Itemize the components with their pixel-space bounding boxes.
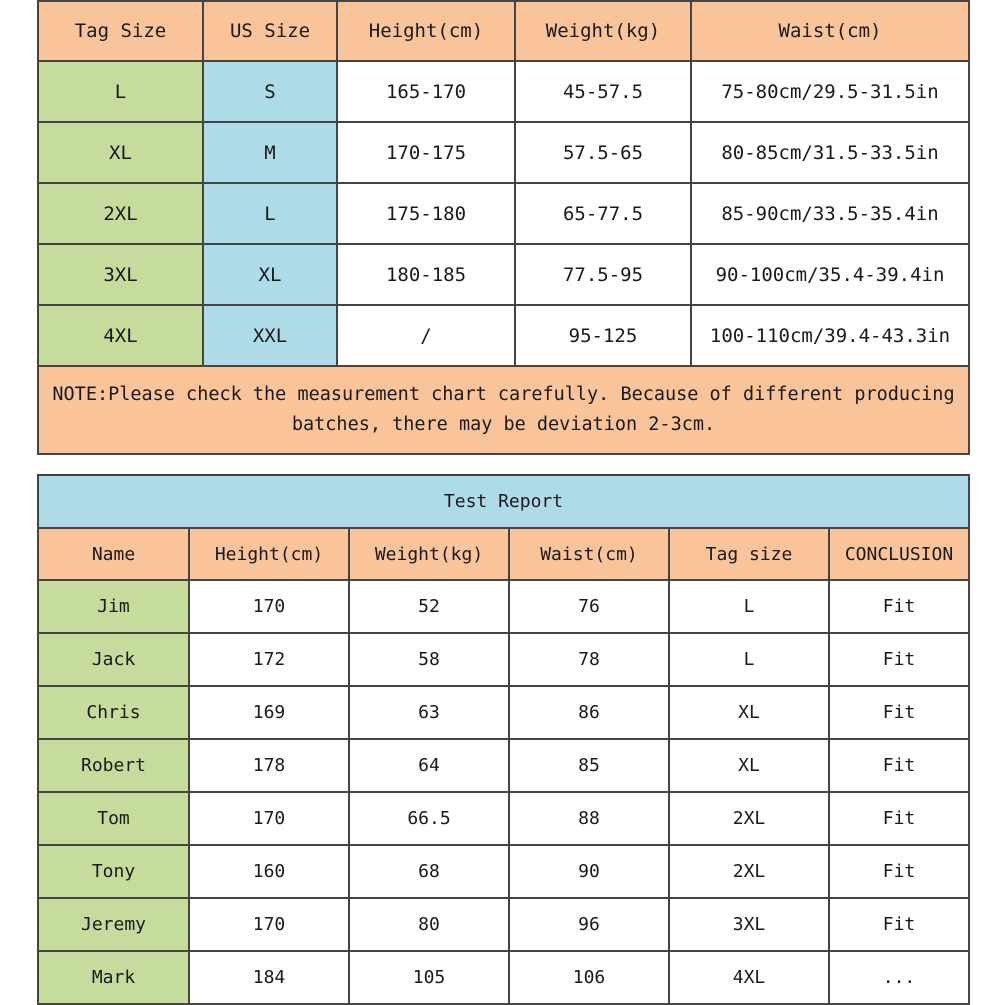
weight-cell: 57.5-65 — [515, 122, 691, 183]
height-cell: 165-170 — [337, 61, 515, 122]
header-height: Height(cm) — [337, 1, 515, 61]
conclusion-cell: Fit — [829, 898, 969, 951]
tag-size-cell: 4XL — [38, 305, 203, 366]
conclusion-cell: Fit — [829, 792, 969, 845]
name-cell: Jack — [38, 633, 189, 686]
waist-cell: 85-90cm/33.5-35.4in — [691, 183, 969, 244]
height-cell: 170 — [189, 792, 349, 845]
waist-cell: 96 — [509, 898, 669, 951]
waist-cell: 88 — [509, 792, 669, 845]
test-report-row — [38, 633, 969, 686]
test-report-title: Test Report — [38, 475, 969, 528]
weight-cell: 66.5 — [349, 792, 509, 845]
tag-size-cell: 2XL — [38, 183, 203, 244]
conclusion-cell: Fit — [829, 845, 969, 898]
conclusion-cell: Fit — [829, 686, 969, 739]
height-cell: 175-180 — [337, 183, 515, 244]
tag-size-cell: 4XL — [669, 951, 829, 1004]
tag-size-cell: L — [38, 61, 203, 122]
size-chart-row — [38, 305, 969, 366]
test-report-row — [38, 792, 969, 845]
test-report-row — [38, 951, 969, 1004]
test-report-row — [38, 898, 969, 951]
weight-cell: 58 — [349, 633, 509, 686]
conclusion-cell: Fit — [829, 633, 969, 686]
size-chart-table — [37, 0, 970, 455]
us-size-cell: XXL — [203, 305, 337, 366]
us-size-cell: M — [203, 122, 337, 183]
conclusion-cell: ... — [829, 951, 969, 1004]
test-report-row — [38, 739, 969, 792]
waist-cell: 75-80cm/29.5-31.5in — [691, 61, 969, 122]
size-chart-row — [38, 183, 969, 244]
tag-size-cell: 2XL — [669, 845, 829, 898]
size-chart-note-row — [38, 366, 969, 454]
height-cell: 180-185 — [337, 244, 515, 305]
tag-size-cell: L — [669, 580, 829, 633]
weight-cell: 95-125 — [515, 305, 691, 366]
height-cell: / — [337, 305, 515, 366]
height-cell: 178 — [189, 739, 349, 792]
us-size-cell: XL — [203, 244, 337, 305]
tag-size-cell: XL — [669, 686, 829, 739]
waist-cell: 86 — [509, 686, 669, 739]
waist-cell: 100-110cm/39.4-43.3in — [691, 305, 969, 366]
name-cell: Jeremy — [38, 898, 189, 951]
weight-cell: 45-57.5 — [515, 61, 691, 122]
size-chart-header-row — [38, 1, 969, 61]
size-chart-row — [38, 61, 969, 122]
weight-cell: 52 — [349, 580, 509, 633]
header-tag-size: Tag size — [669, 528, 829, 580]
us-size-cell: L — [203, 183, 337, 244]
height-cell: 169 — [189, 686, 349, 739]
tag-size-cell: 2XL — [669, 792, 829, 845]
tag-size-cell: L — [669, 633, 829, 686]
header-us-size: US Size — [203, 1, 337, 61]
test-report-row — [38, 845, 969, 898]
header-tag-size: Tag Size — [38, 1, 203, 61]
header-weight: Weight(kg) — [349, 528, 509, 580]
test-report-title-row — [38, 475, 969, 528]
name-cell: Mark — [38, 951, 189, 1004]
weight-cell: 63 — [349, 686, 509, 739]
name-cell: Chris — [38, 686, 189, 739]
height-cell: 170 — [189, 898, 349, 951]
height-cell: 172 — [189, 633, 349, 686]
waist-cell: 90-100cm/35.4-39.4in — [691, 244, 969, 305]
weight-cell: 64 — [349, 739, 509, 792]
name-cell: Jim — [38, 580, 189, 633]
height-cell: 160 — [189, 845, 349, 898]
tag-size-cell: XL — [669, 739, 829, 792]
size-chart-row — [38, 122, 969, 183]
tag-size-cell: XL — [38, 122, 203, 183]
name-cell: Robert — [38, 739, 189, 792]
weight-cell: 77.5-95 — [515, 244, 691, 305]
conclusion-cell: Fit — [829, 739, 969, 792]
height-cell: 184 — [189, 951, 349, 1004]
header-weight: Weight(kg) — [515, 1, 691, 61]
test-report-header-row — [38, 528, 969, 580]
name-cell: Tony — [38, 845, 189, 898]
header-height: Height(cm) — [189, 528, 349, 580]
header-conclusion: CONCLUSION — [829, 528, 969, 580]
tag-size-cell: 3XL — [38, 244, 203, 305]
waist-cell: 78 — [509, 633, 669, 686]
test-report-table — [37, 474, 970, 1005]
height-cell: 170-175 — [337, 122, 515, 183]
weight-cell: 80 — [349, 898, 509, 951]
waist-cell: 106 — [509, 951, 669, 1004]
weight-cell: 68 — [349, 845, 509, 898]
header-waist: Waist(cm) — [691, 1, 969, 61]
height-cell: 170 — [189, 580, 349, 633]
waist-cell: 90 — [509, 845, 669, 898]
conclusion-cell: Fit — [829, 580, 969, 633]
weight-cell: 65-77.5 — [515, 183, 691, 244]
weight-cell: 105 — [349, 951, 509, 1004]
size-chart-row — [38, 244, 969, 305]
waist-cell: 76 — [509, 580, 669, 633]
tag-size-cell: 3XL — [669, 898, 829, 951]
name-cell: Tom — [38, 792, 189, 845]
header-name: Name — [38, 528, 189, 580]
header-waist: Waist(cm) — [509, 528, 669, 580]
waist-cell: 80-85cm/31.5-33.5in — [691, 122, 969, 183]
test-report-row — [38, 686, 969, 739]
test-report-row — [38, 580, 969, 633]
waist-cell: 85 — [509, 739, 669, 792]
measurement-note: NOTE:Please check the measurement chart carefully. Because of different producing batches, there may be deviation 2-3cm. — [38, 366, 969, 454]
us-size-cell: S — [203, 61, 337, 122]
